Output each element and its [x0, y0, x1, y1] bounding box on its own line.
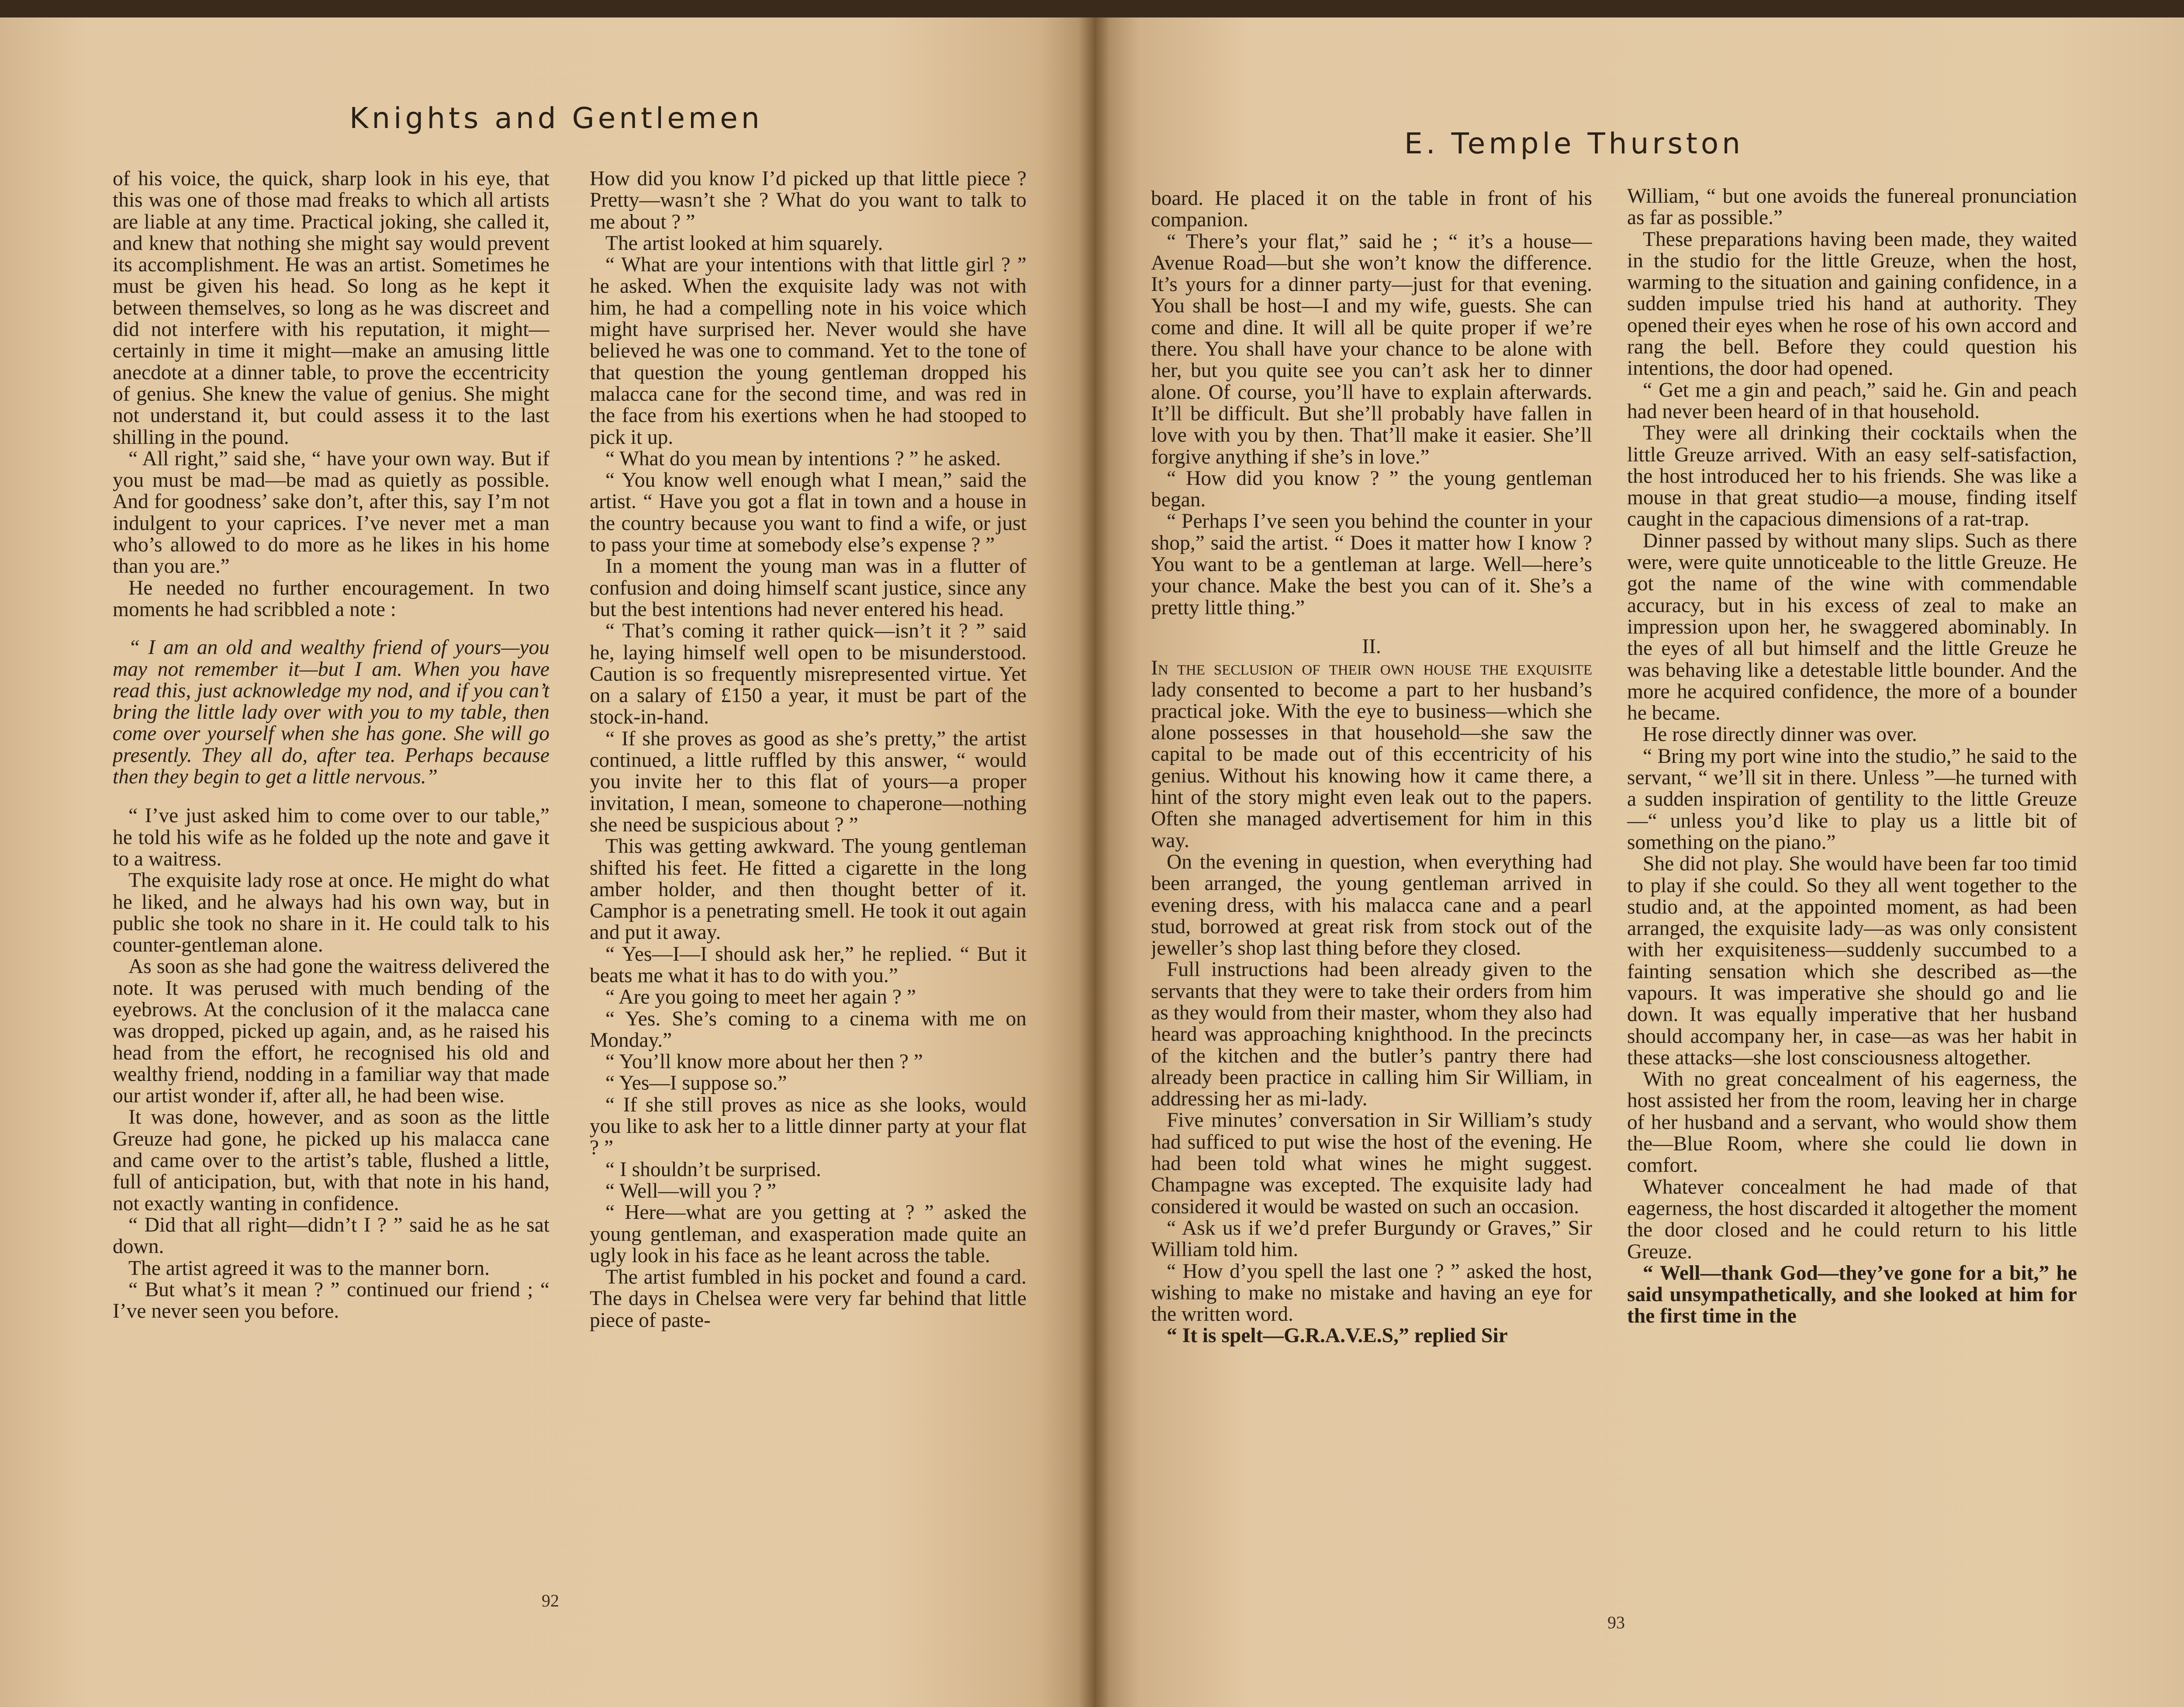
- paragraph: “ Ask us if we’d prefer Burgundy or Graves,” Sir William told him.: [1151, 1216, 1592, 1261]
- paragraph: “ Yes—I suppose so.”: [605, 1072, 787, 1095]
- paragraph: Whatever concealment he had made of that eagerness, the host discarded it altogether the moment the door closed and he could return to his little Greuze.: [1627, 1175, 2077, 1263]
- paragraph: “ Get me a gin and peach,” said he. Gin and peach had never been heard of in that household.: [1627, 378, 2077, 423]
- paragraph: She did not play. She would have been far too timid to play if she could. So they all went together to the studio and, at the appointed moment, as had been arranged, the exquisite lady—as was only consistent with her exquisiteness—suddenly succumbed to a fainting sensation which she described as—the vapours. It was imperative she should go and lie down. It was equally imperative that her husband should accompany her, in case—as was her habit in these attacks—she lost consciousness altogether.: [1627, 852, 2077, 1069]
- paragraph: “ But what’s it mean ? ” continued our friend ; “ I’ve never seen you before.: [113, 1278, 549, 1323]
- paragraph: “ It is spelt—G.R.A.V.E.S,” replied Sir: [1167, 1324, 1508, 1347]
- paragraph: They were all drinking their cocktails when the little Greuze arrived. With an easy self-satisfaction, the host introduced her to his friends. She was like a mouse in that great studio—a mouse, finding itself caught in the capacious dimensions of a rat-trap.: [1627, 422, 2077, 531]
- paragraph: “ What are your intentions with that little girl ? ” he asked. When the exquisite lady was not with him, he had a compelling note in his voice which might have surprised her. Never would she have believed he was one to command. Yet to the tone of that question the young gentleman dropped his malacca cane for the second time, and was red in the face from his exertions when he had stooped to pick it up.: [590, 253, 1026, 449]
- paragraph: This was getting awkward. The young gentleman shifted his feet. He fitted a cigarette in the long amber holder, and then thought better of it. Camphor is a penetrating smell. He took it out again and put it away.: [590, 835, 1026, 944]
- paragraph: The artist agreed it was to the manner born.: [128, 1257, 490, 1280]
- paragraph: It was done, however, and as soon as the little Greuze had gone, he picked up his malacca cane and came over to the artist’s table, flushed a little, full of anticipation, but, with that note in his hand, not exactly wanting in confidence.: [113, 1106, 549, 1215]
- paragraph: The artist looked at him squarely.: [605, 232, 883, 255]
- paragraph: As soon as she had gone the waitress delivered the note. It was perused with much bending of the eyebrows. At the conclusion of it the malacca cane was dropped, picked up again, and, as he raised his head from the effort, he recognised his old and wealthy friend, nodding in a familiar way that made our artist wonder if, after all, he had been wise.: [113, 955, 549, 1108]
- paragraph: In a moment the young man was in a flutter of confusion and doing himself scant justice, since any but the best intentions had never entered his head.: [590, 555, 1026, 621]
- paragraph: “ Well—thank God—they’ve gone for a bit,” he said unsympathetically, and she looked at him for the first time in the: [1627, 1261, 2077, 1328]
- right-page-column-1: [1151, 188, 1592, 1595]
- paragraph: “ Bring my port wine into the studio,” he said to the servant, “ we’ll sit in there. Unless ”—he turned with a sudden inspiration of gentility to the little Greuze—“ unless you’d like to play us a little bit of something on the piano.”: [1627, 744, 2077, 854]
- paragraph: These preparations having been made, they waited in the studio for the little Greuze, when the host, warming to the situation and gaining confidence, in a sudden impulse tried his hand at authority. They opened their eyes when he rose of his own accord and rang the bell. Before they could question his intentions, the door had opened.: [1627, 228, 2077, 380]
- paragraph: of his voice, the quick, sharp look in his eye, that this was one of those mad freaks to which all artists are liable at any time. Practical joking, she called it, and knew that nothing she might say would prevent its accomplishment. He was an artist. Sometimes he must be given his head. So long as he kept it between themselves, so long as he was discreet and did not interfere with his reputation, it might—certainly in time it might—make an amusing little anecdote at a dinner table, to prove the eccentricity of genius. She knew the value of genius. She might not understand it, but could assess it to the last shilling in the pound.: [113, 168, 549, 449]
- paragraph: “ Well—will you ? ”: [605, 1179, 777, 1202]
- right-page-number: 93: [1607, 1613, 1625, 1632]
- paragraph: “ How d’you spell the last one ? ” asked the host, wishing to make no mistake and having an eye for the written word.: [1151, 1260, 1592, 1326]
- left-page-column-2: [590, 168, 1026, 1579]
- paragraph: “ How did you know ? ” the young gentleman began.: [1151, 467, 1592, 512]
- paragraph: “ You know well enough what I mean,” said the artist. “ Have you got a flat in town and a house in the country because you want to find a wife, or just to pass your time at somebody else’s expense ? ”: [590, 469, 1026, 557]
- paragraph: “ That’s coming it rather quick—isn’t it ? ” said he, laying himself well open to be misunderstood. Caution is so frequently misrepresented virtue. Yet on a salary of £150 a year, it must be part of the stock-in-hand.: [590, 620, 1026, 729]
- paragraph: “ What do you mean by intentions ? ” he asked.: [605, 447, 1001, 470]
- paragraph: “ You’ll know more about her then ? ”: [605, 1050, 923, 1073]
- paragraph: “ If she still proves as nice as she looks, would you like to ask her to a little dinner party at your flat ? ”: [590, 1093, 1026, 1160]
- paragraph: “ All right,” said she, “ have your own way. But if you must be mad—be mad as quietly as possible. And for goodness’ sake don’t, after this, say I’m not indulgent to your caprices. I’ve never met a man who’s allowed to do more as he likes in his home than you are.”: [113, 447, 549, 578]
- paragraph: “ I shouldn’t be surprised.: [605, 1158, 821, 1181]
- paragraph: “ There’s your flat,” said he ; “ it’s a house—Avenue Road—but she won’t know the difference. It’s yours for a dinner party—just for that evening. You shall be host—I and my wife, guests. She can come and dine. It will all be quite proper if we’re there. You shall have your chance to be alone with her, but you quite see you can’t ask her to dinner alone. Of course, you’ll have to explain afterwards. It’ll be difficult. But she’ll probably have fallen in love with you by then. That’ll make it easier. She’ll forgive anything if she’s in love.”: [1151, 230, 1592, 468]
- paragraph: “ I’ve just asked him to come over to our table,” he told his wife as he folded up the note and gave it to a waitress.: [113, 804, 549, 870]
- paragraph: “ Did that all right—didn’t I ? ” said he as he sat down.: [113, 1213, 549, 1258]
- paragraph: He rose directly dinner was over.: [1643, 723, 1917, 746]
- paragraph: “ If she proves as good as she’s pretty,” the artist continued, a little ruffled by this answer, “ would you invite her to this flat of yours—a proper invitation, I mean, someone to chaperone—nothing she need be suspicious about ? ”: [590, 727, 1026, 836]
- quoted-note: “ I am an old and wealthy friend of yours—you may not remember it—but I am. When you have read this, just acknowledge my nod, and if you can’t bring the little lady over with you to my table, then come over yourself when she has gone. She will go presently. They all do, after tea. Perhaps because then they begin to get a little nervous.”: [113, 636, 549, 789]
- paragraph: William, “ but one avoids the funereal pronunciation as far as possible.”: [1627, 186, 2077, 229]
- paragraph: “ Here—what are you getting at ? ” asked the young gentleman, and exasperation made quite an ugly look in his face as he leant across the table.: [590, 1201, 1026, 1267]
- left-page-column-1: [113, 168, 549, 1579]
- paragraph: “ Are you going to meet her again ? ”: [605, 986, 916, 1009]
- right-page-column-2: [1627, 186, 2077, 1597]
- paragraph: On the evening in question, when everything had been arranged, the young gentleman arrived in evening dress, with his malacca cane and a pearl stud, borrowed at great risk from stock out of the jeweller’s shop last thing before they closed.: [1151, 850, 1592, 960]
- paragraph: Dinner passed by without many slips. Such as there were, were quite unnoticeable to the little Greuze. He got the name of the wine with commendable accuracy, but in his excess of zeal to make an impression upon her, he swaggered abominably. In the eyes of all but himself and the little Greuze he was behaving like a detestable little bounder. And the more he acquired confidence, the more of a bounder he became.: [1627, 529, 2077, 725]
- left-running-head: Knights and Gentlemen: [349, 101, 763, 135]
- right-running-head: E. Temple Thurston: [1404, 127, 1744, 160]
- paragraph: The artist fumbled in his pocket and found a card. The days in Chelsea were very far behind that little piece of paste-: [590, 1266, 1026, 1332]
- book-gutter: [1079, 17, 1109, 1707]
- paragraph: board. He placed it on the table in front of his companion.: [1151, 188, 1592, 232]
- paragraph: Full instructions had been already given to the servants that they were to take their orders from him as they would from their master, whom they also had heard was approaching knighthood. In the precincts of the kitchen and the butler’s pantry there had already been practice in calling him Sir William, in addressing her as mi-lady.: [1151, 958, 1592, 1111]
- left-page-number: 92: [542, 1591, 559, 1610]
- paragraph: With no great concealment of his eagerness, the host assisted her from the room, leaving her in charge of her husband and a servant, who would show them the—Blue Room, where she could lie down in comfort.: [1627, 1068, 2077, 1177]
- paragraph: In the seclusion of their own house the exquisite lady consented to become a part to her husband’s practical joke. With the eye to business—which she alone possesses in that household—she saw the capital to be made out of this eccentricity of his genius. Without his knowing how it came there, a hint of the story might even leak out to the papers. Often she managed advertisement for him in this way.: [1151, 657, 1592, 852]
- paragraph: He needed no further encouragement. In two moments he had scribbled a note :: [113, 576, 549, 621]
- paragraph: The exquisite lady rose at once. He might do what he liked, and he always had his own way, but in public she took no share in it. He could talk to his counter-gentleman alone.: [113, 869, 549, 957]
- paragraph: “ Yes. She’s coming to a cinema with me on Monday.”: [590, 1007, 1026, 1052]
- paragraph: “ Perhaps I’ve seen you behind the counter in your shop,” said the artist. “ Does it matter how I know ? You want to be a gentleman at large. Well—here’s your chance. Make the best you can of it. She’s a pretty little thing.”: [1151, 510, 1592, 619]
- paragraph: Five minutes’ conversation in Sir William’s study had sufficed to put wise the host of the evening. He had been told what wines he might suggest. Champagne was excepted. The exquisite lady had considered it would be wasted on such an occasion.: [1151, 1109, 1592, 1218]
- paragraph: How did you know I’d picked up that little piece ? Pretty—wasn’t she ? What do you want to talk to me about ? ”: [590, 168, 1026, 233]
- section-heading: II.: [1362, 635, 1381, 658]
- paragraph: “ Yes—I—I should ask her,” he replied. “ But it beats me what it has to do with you.”: [590, 942, 1026, 987]
